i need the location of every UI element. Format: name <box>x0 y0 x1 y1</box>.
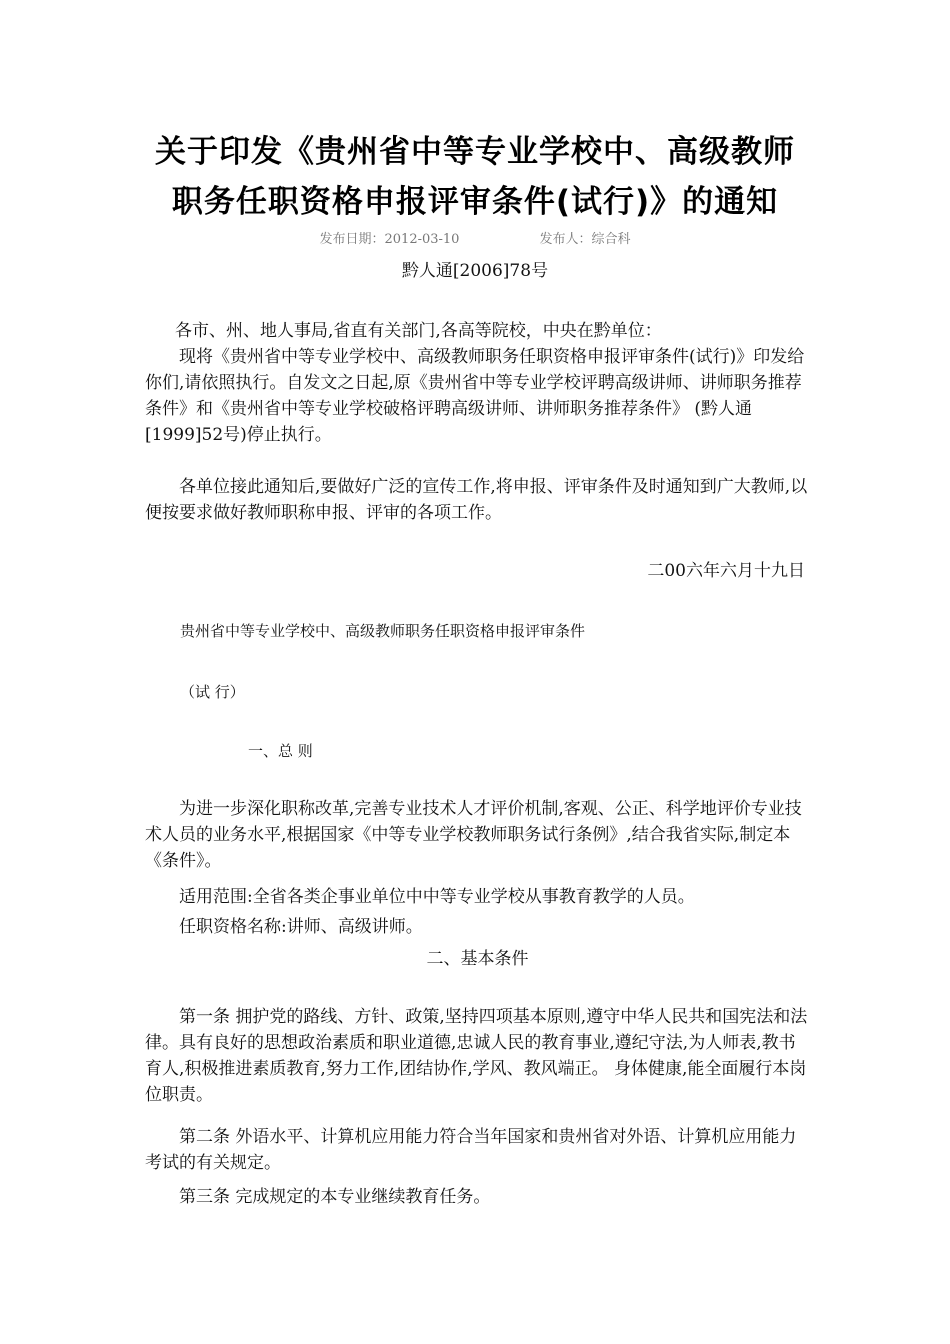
paragraph-2: 各单位接此通知后,要做好广泛的宣传工作,将申报、评审条件及时通知到广大教师,以便按要求做好教师职称申报、评审的各项工作。 <box>145 477 808 523</box>
annex-trial-note: （试 行） <box>180 683 245 701</box>
document-title-line1: 关于印发《贵州省中等专业学校中、高级教师 <box>155 134 795 170</box>
document-title-line2: 职务任职资格申报评审条件(试行)》的通知 <box>171 184 779 220</box>
section-1-heading: 一、总 则 <box>248 742 313 760</box>
section-2-heading: 二、基本条件 <box>426 949 529 969</box>
signed-date: 二00六年六月十九日 <box>647 561 805 581</box>
section-1-paragraph-2: 适用范围:全省各类企事业单位中中等专业学校从事教育教学的人员。 <box>179 887 695 907</box>
article-3: 第三条 完成规定的本专业继续教育任务。 <box>179 1187 491 1207</box>
section-1-paragraph-3: 任职资格名称:讲师、高级讲师。 <box>179 917 423 937</box>
publish-date: 发布日期：2012-03-10 <box>319 232 460 247</box>
salutation: 各市、州、地人事局,省直有关部门,各高等院校，中央在黔单位： <box>175 321 662 341</box>
document-number: 黔人通[2006]78号 <box>401 261 549 281</box>
annex-title: 贵州省中等专业学校中、高级教师职务任职资格申报评审条件 <box>180 622 586 640</box>
publish-meta <box>0 228 950 247</box>
article-1: 第一条 拥护党的路线、方针、政策,坚持四项基本原则,遵守中华人民共和国宪法和法律。具有良好的思想政治素质和职业道德,忠诚人民的教育事业,遵纪守法,为人师表,教书育人,积极推进素质教育,努力工作,团结协作,学风、教风端正。 身体健康,能全面履行本岗位职责。 <box>145 1007 808 1105</box>
section-1-paragraph-1: 为进一步深化职称改革,完善专业技术人才评价机制,客观、公正、科学地评价专业技术人员的业务水平,根据国家《中等专业学校教师职务试行条例》,结合我省实际,制定本《条件》。 <box>145 799 802 871</box>
publisher: 发布人：综合科 <box>539 232 631 247</box>
paragraph-1: 现将《贵州省中等专业学校中、高级教师职务任职资格申报评审条件(试行)》印发给你们,请依照执行。自发文之日起,原《贵州省中等专业学校评聘高级讲师、讲师职务推荐条件》和《贵州省中等专业学校破格评聘高级讲师、讲师职务推荐条件》 (黔人通[1999]52号)停止执行。 <box>145 347 805 445</box>
article-2: 第二条 外语水平、计算机应用能力符合当年国家和贵州省对外语、计算机应用能力考试的有关规定。 <box>145 1127 797 1173</box>
